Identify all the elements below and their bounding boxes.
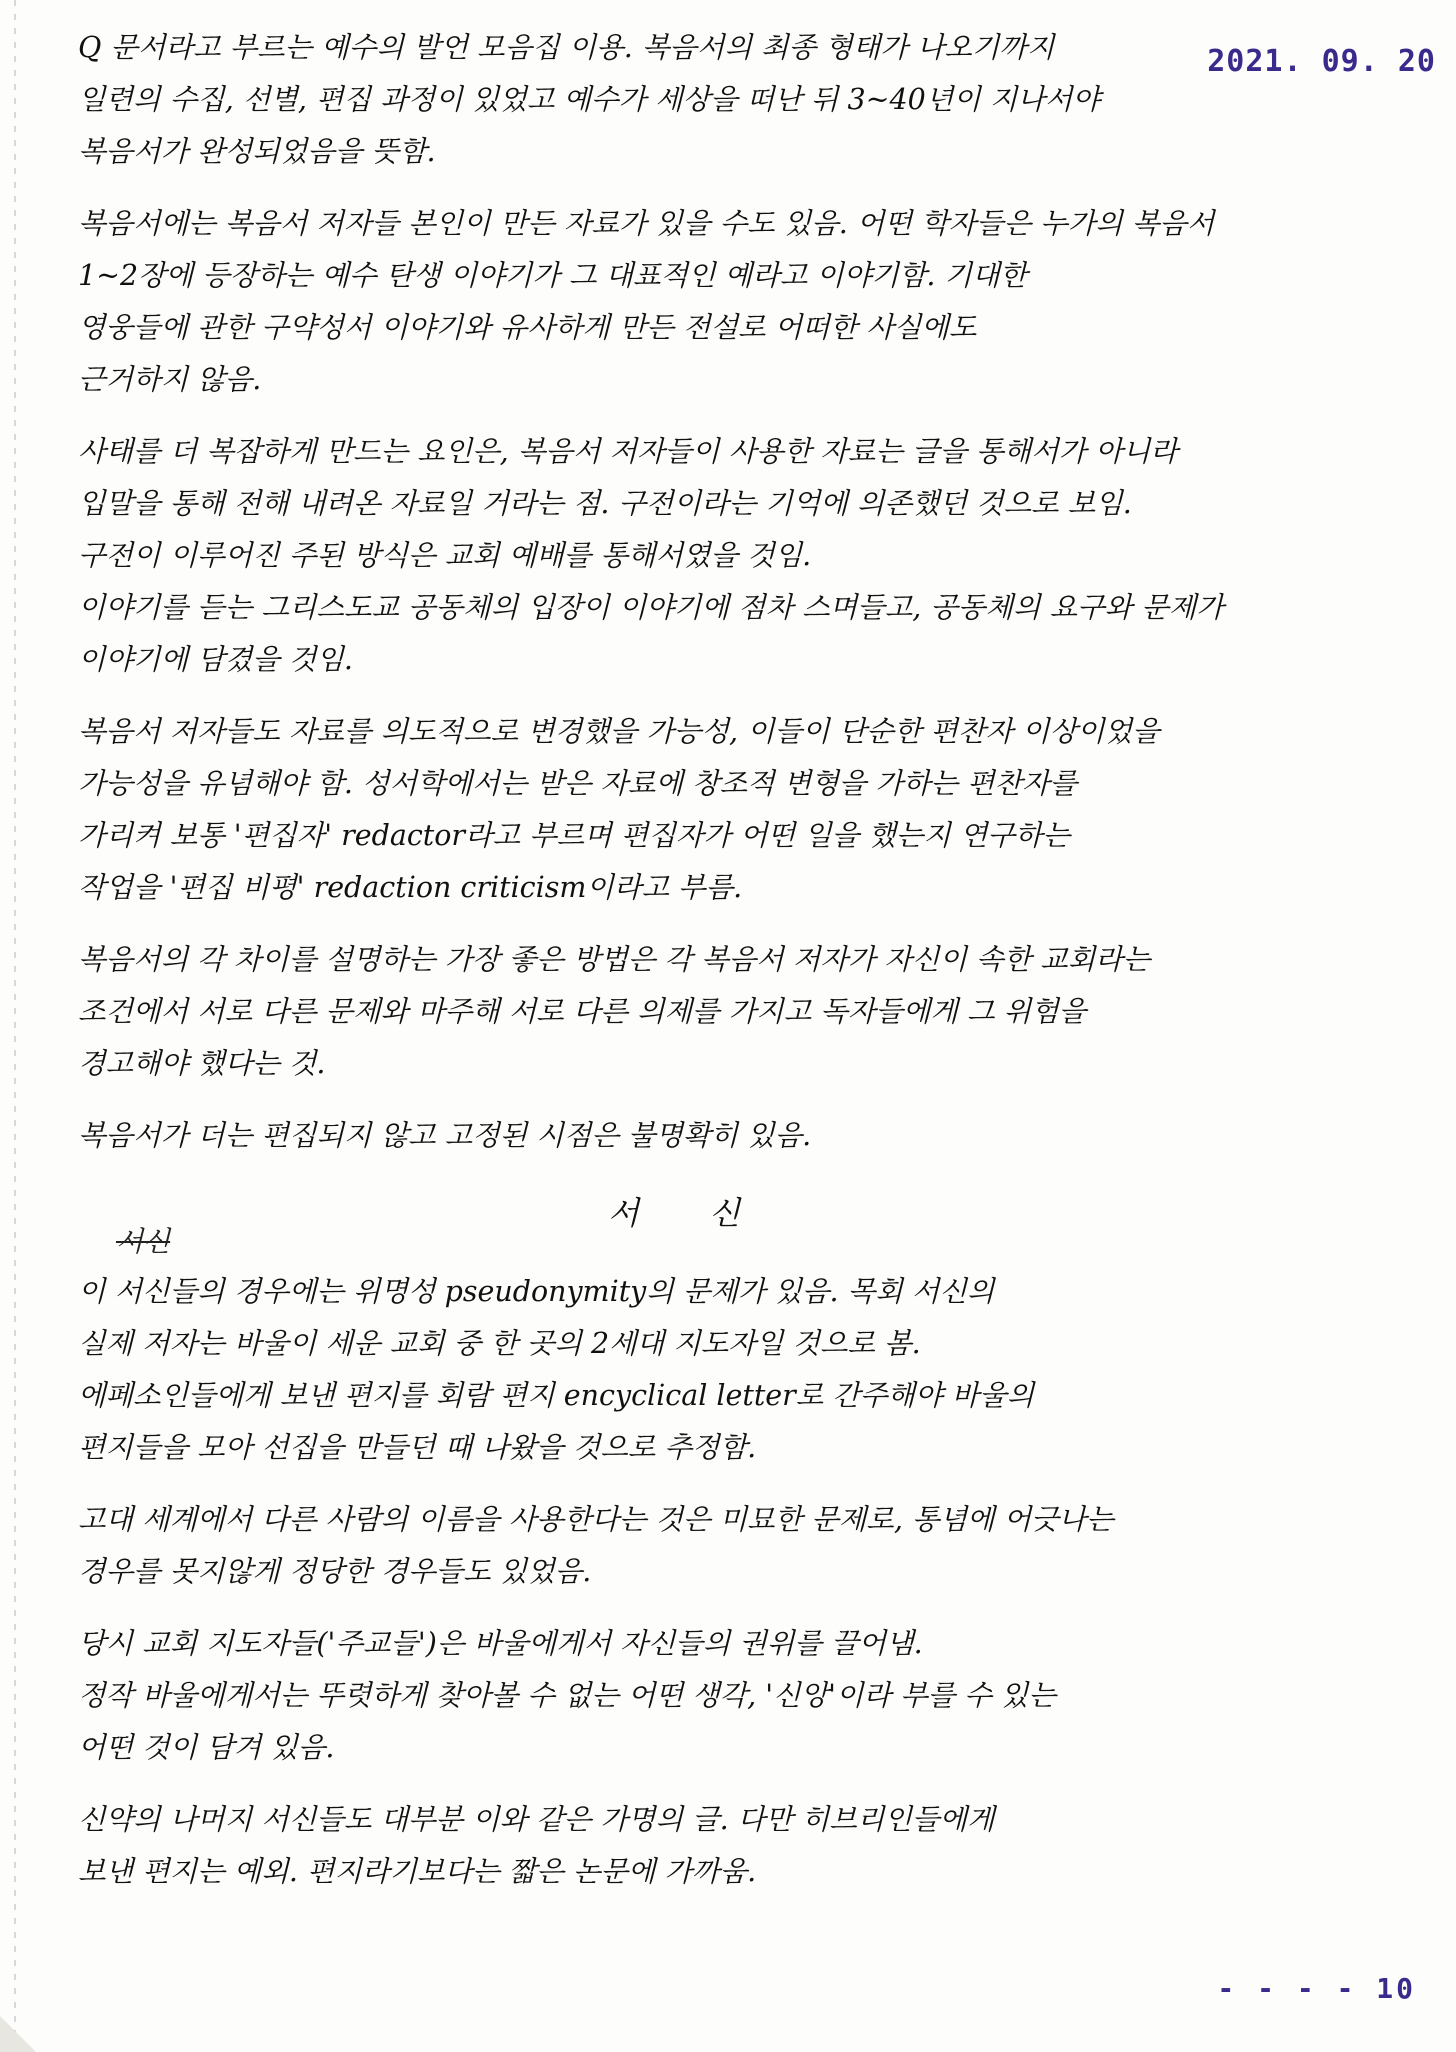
note-line: 이야기에 담겼을 것임. xyxy=(78,643,353,676)
note-line: 복음서가 더는 편집되지 않고 고정된 시점은 불명확히 있음. xyxy=(78,1119,812,1152)
note-line: 복음서 저자들도 자료를 의도적으로 변경했을 가능성, 이들이 단순한 편찬자 이상이었을 xyxy=(78,715,1160,748)
date-stamp: 2021. 09. 20 xyxy=(1207,44,1436,79)
note-line: 1~2장에 등장하는 예수 탄생 이야기가 그 대표적인 예라고 이야기함. 기대한 xyxy=(78,259,1028,292)
page-edge-divider xyxy=(14,0,16,2052)
note-paragraph xyxy=(78,1494,1423,1598)
note-line: 보낸 편지는 예외. 편지라기보다는 짧은 논문에 가까움. xyxy=(78,1855,757,1888)
note-paragraph xyxy=(78,1618,1423,1774)
note-line: 이야기를 듣는 그리스도교 공동체의 입장이 이야기에 점차 스며들고, 공동체의 요구와 문제가 xyxy=(78,591,1224,624)
note-paragraph xyxy=(78,706,1423,914)
note-paragraph xyxy=(78,1266,1423,1474)
note-line: 경우를 못지않게 정당한 경우들도 있었음. xyxy=(78,1555,592,1588)
note-line: 정작 바울에게서는 뚜렷하게 찾아볼 수 없는 어떤 생각, '신앙'이라 부를 수 있는 xyxy=(78,1679,1056,1712)
note-line: Q 문서라고 부르는 예수의 발언 모음집 이용. 복음서의 최종 형태가 나오기까지 xyxy=(78,31,1055,64)
note-line: 조건에서 서로 다른 문제와 마주해 서로 다른 의제를 가지고 독자들에게 그 위험을 xyxy=(78,995,1087,1028)
note-line: 편지들을 모아 선집을 만들던 때 나왔을 것으로 추정함. xyxy=(78,1431,757,1464)
note-line: 구전이 이루어진 주된 방식은 교회 예배를 통해서였을 것임. xyxy=(78,539,812,572)
note-line: 영웅들에 관한 구약성서 이야기와 유사하게 만든 전설로 어떠한 사실에도 xyxy=(78,311,977,344)
note-paragraph xyxy=(78,1110,1423,1162)
note-paragraph xyxy=(78,1794,1423,1898)
note-line: 실제 저자는 바울이 세운 교회 중 한 곳의 2세대 지도자일 것으로 봄. xyxy=(78,1327,921,1360)
note-line: 신약의 나머지 서신들도 대부분 이와 같은 가명의 글. 다만 히브리인들에게 xyxy=(78,1803,995,1836)
note-paragraph xyxy=(78,22,1423,178)
note-line: 고대 세계에서 다른 사람의 이름을 사용한다는 것은 미묘한 문제로, 통념에 어긋나는 xyxy=(78,1503,1114,1536)
note-line: 당시 교회 지도자들('주교들')은 바울에게서 자신들의 권위를 끌어냄. xyxy=(78,1627,923,1660)
page-corner xyxy=(0,2016,36,2052)
note-paragraph xyxy=(78,934,1423,1090)
section-title: 서 신 xyxy=(608,1194,770,1232)
note-line: 어떤 것이 담겨 있음. xyxy=(78,1731,335,1764)
note-line: 복음서가 완성되었음을 뜻함. xyxy=(78,135,436,168)
letters-heading-row xyxy=(78,1180,1423,1258)
page-number: - - - - 10 xyxy=(1217,1972,1416,2005)
note-line: 가능성을 유념해야 함. 성서학에서는 받은 자료에 창조적 변형을 가하는 편찬자를 xyxy=(78,767,1078,800)
struck-heading: 서신 xyxy=(116,1225,171,1258)
note-line: 입말을 통해 전해 내려온 자료일 거라는 점. 구전이라는 기억에 의존했던 것으로 보임. xyxy=(78,487,1132,520)
note-line: 근거하지 않음. xyxy=(78,363,262,396)
note-paragraph xyxy=(78,198,1423,406)
handwritten-notes xyxy=(78,22,1423,1898)
note-line: 가리켜 보통 '편집자' redactor라고 부르며 편집자가 어떤 일을 했는지 연구하는 xyxy=(78,819,1070,852)
note-line: 복음서에는 복음서 저자들 본인이 만든 자료가 있을 수도 있음. 어떤 학자들은 누가의 복음서 xyxy=(78,207,1215,240)
note-line: 에페소인들에게 보낸 편지를 회람 편지 encyclical letter로 간주해야 바울의 xyxy=(78,1379,1035,1412)
note-line: 복음서의 각 차이를 설명하는 가장 좋은 방법은 각 복음서 저자가 자신이 속한 교회라는 xyxy=(78,943,1151,976)
note-line: 이 서신들의 경우에는 위명성 pseudonymity의 문제가 있음. 목회 서신의 xyxy=(78,1275,995,1308)
letters-notes-section xyxy=(78,1266,1423,1898)
note-line: 작업을 '편집 비평' redaction criticism이라고 부름. xyxy=(78,871,743,904)
note-line: 일련의 수집, 선별, 편집 과정이 있었고 예수가 세상을 떠난 뒤 3~40년이 지나서야 xyxy=(78,83,1100,116)
note-paragraph xyxy=(78,426,1423,686)
note-line: 경고해야 했다는 것. xyxy=(78,1047,326,1080)
note-line: 사태를 더 복잡하게 만드는 요인은, 복음서 저자들이 사용한 자료는 글을 통해서가 아니라 xyxy=(78,435,1178,468)
gospel-notes-section xyxy=(78,22,1423,1162)
